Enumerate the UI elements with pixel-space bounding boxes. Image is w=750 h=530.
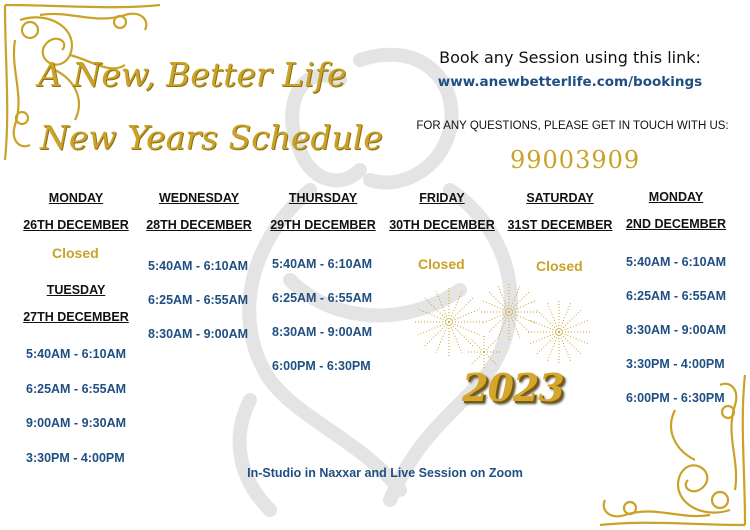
time-slot: 6:00PM - 6:30PM xyxy=(626,391,725,405)
date-heading-29-december: 29TH DECEMBER xyxy=(270,218,376,232)
time-slot: 5:40AM - 6:10AM xyxy=(148,259,249,273)
footer-note: In-Studio in Naxxar and Live Session on Zoom xyxy=(247,466,523,480)
date-heading-2-december: 2ND DECEMBER xyxy=(625,217,726,231)
day-heading-monday-2: MONDAY xyxy=(648,190,704,204)
day-heading-saturday: SATURDAY xyxy=(526,191,594,205)
date-heading-28-december: 28TH DECEMBER xyxy=(146,218,252,232)
title-line-2: New Years Schedule xyxy=(40,118,383,157)
booking-link[interactable]: www.anewbetterlife.com/bookings xyxy=(437,74,703,90)
phone-number[interactable]: 99003909 xyxy=(510,146,641,174)
title-line-1: A New, Better Life xyxy=(38,55,347,94)
closed-label-friday: Closed xyxy=(418,256,465,272)
day-heading-friday: FRIDAY xyxy=(419,191,465,205)
time-slot: 8:30AM - 9:00AM xyxy=(148,327,249,341)
time-slot: 6:25AM - 6:55AM xyxy=(272,291,373,305)
questions-text: FOR ANY QUESTIONS, PLEASE GET IN TOUCH WITH US: xyxy=(416,120,729,132)
day-heading-thursday: THURSDAY xyxy=(288,191,358,205)
time-slot: 3:30PM - 4:00PM xyxy=(26,451,125,465)
day-heading-monday-26: MONDAY xyxy=(48,191,104,205)
day-heading-tuesday: TUESDAY xyxy=(46,283,106,297)
day-heading-wednesday: WEDNESDAY xyxy=(158,191,240,205)
booking-text: Book any Session using this link: xyxy=(439,48,701,67)
time-slot: 6:25AM - 6:55AM xyxy=(626,289,727,303)
date-heading-26-december: 26TH DECEMBER xyxy=(23,218,129,232)
time-slot: 5:40AM - 6:10AM xyxy=(26,347,127,361)
time-slot: 5:40AM - 6:10AM xyxy=(626,255,727,269)
time-slot: 6:00PM - 6:30PM xyxy=(272,359,371,373)
time-slot: 9:00AM - 9:30AM xyxy=(26,416,127,430)
time-slot: 6:25AM - 6:55AM xyxy=(148,293,249,307)
time-slot: 5:40AM - 6:10AM xyxy=(272,257,373,271)
time-slot: 8:30AM - 9:00AM xyxy=(272,325,373,339)
fireworks-illustration xyxy=(414,282,594,377)
time-slot: 8:30AM - 9:00AM xyxy=(626,323,727,337)
time-slot: 3:30PM - 4:00PM xyxy=(626,357,725,371)
closed-label-saturday: Closed xyxy=(536,258,583,274)
closed-label-monday-26: Closed xyxy=(52,245,99,261)
year-2023-graphic: 2023 xyxy=(462,365,564,410)
date-heading-31-december: 31ST DECEMBER xyxy=(507,218,613,232)
time-slot: 6:25AM - 6:55AM xyxy=(26,382,127,396)
date-heading-30-december: 30TH DECEMBER xyxy=(389,218,495,232)
date-heading-27-december: 27TH DECEMBER xyxy=(23,310,129,324)
